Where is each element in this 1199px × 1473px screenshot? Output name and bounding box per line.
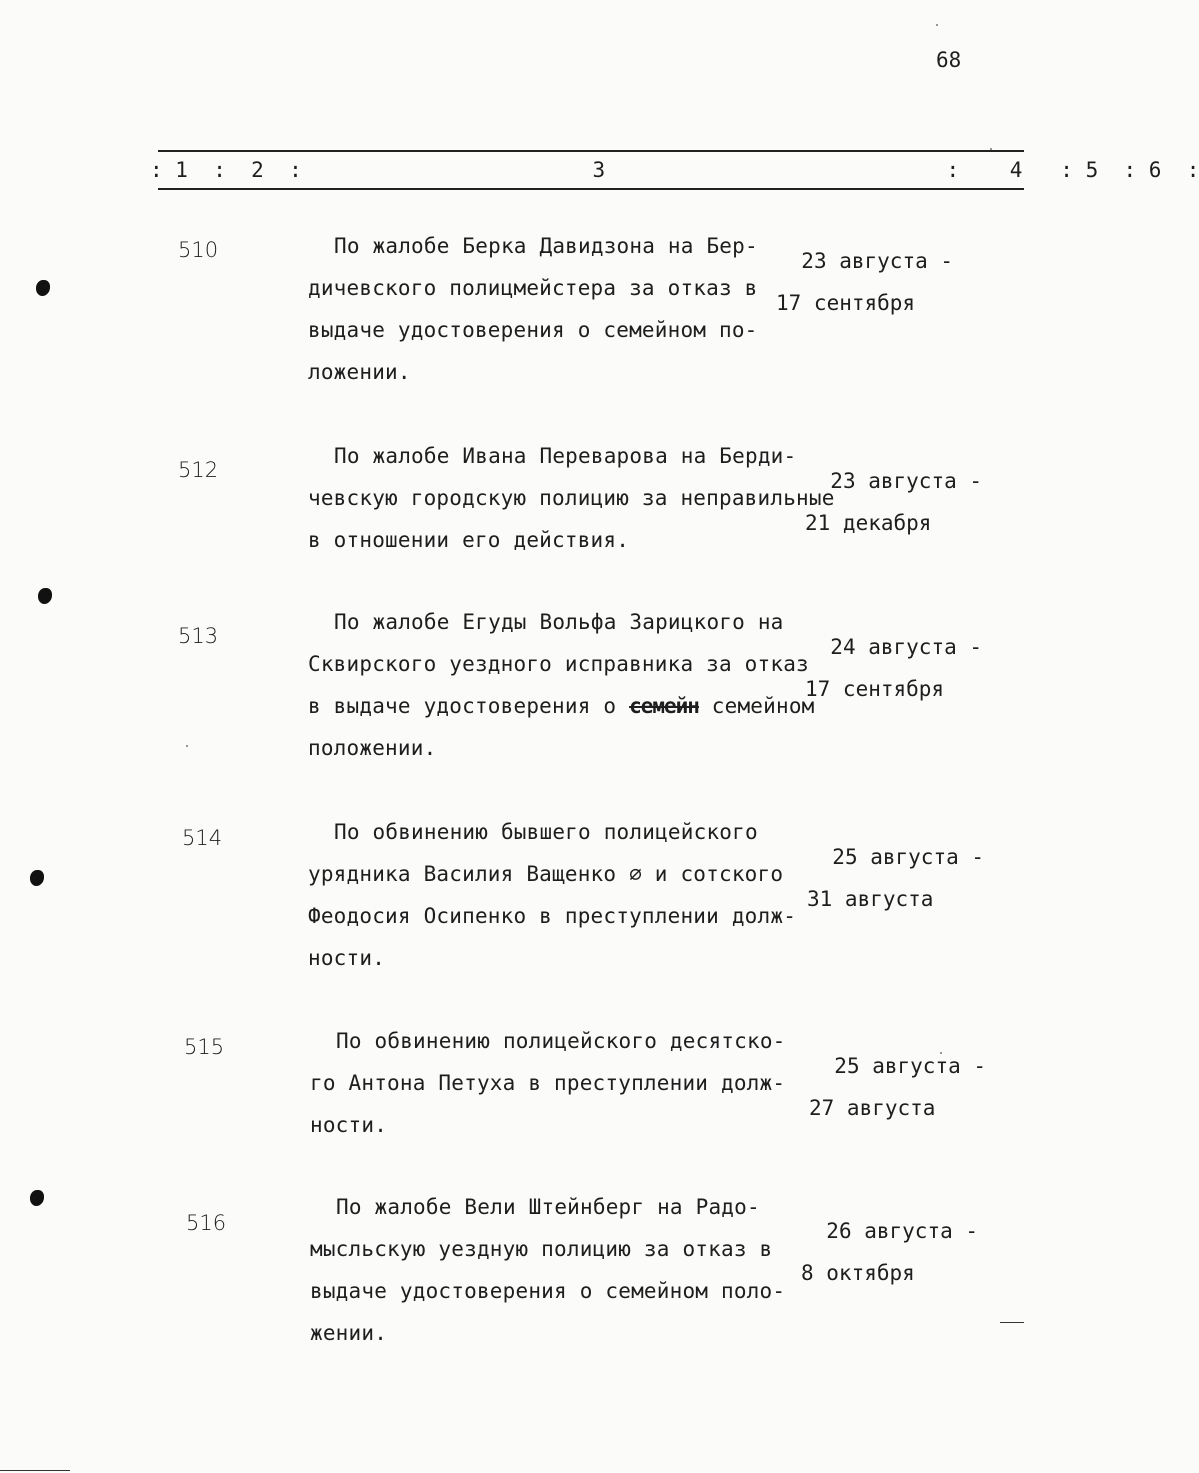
- description-line: По жалобе Вели Штейнберг на Радо-: [336, 1195, 760, 1219]
- record-description: [308, 811, 796, 979]
- date-start: 25 августа -: [832, 845, 985, 869]
- page-number: 68: [936, 48, 962, 72]
- description-line: жении.: [310, 1321, 388, 1345]
- description-line: чевскую городскую полицию за неправильные: [308, 486, 835, 510]
- date-start: 23 августа -: [801, 249, 954, 273]
- record-number: 515: [184, 1035, 225, 1059]
- date-start: 25 августа -: [834, 1054, 987, 1078]
- punch-hole-mark: [30, 870, 44, 886]
- struck-out-word: семейн: [629, 694, 699, 718]
- record-number: 510: [178, 238, 219, 262]
- description-line: [308, 685, 815, 727]
- date-start: 26 августа -: [826, 1219, 979, 1243]
- description-line: мысльскую уездную полицию за отказ в: [310, 1237, 773, 1261]
- description-line: ложении.: [308, 360, 411, 384]
- record-dates: [805, 450, 982, 555]
- record-dates: [807, 826, 984, 931]
- description-line: го Антона Петуха в преступлении долж-: [310, 1071, 786, 1095]
- description-line: выдаче удостоверения о семейном поло-: [310, 1279, 786, 1303]
- date-end: 17 сентября: [776, 291, 916, 315]
- punch-hole-mark: [36, 280, 50, 296]
- record-number: 512: [178, 458, 219, 482]
- scan-edge-mark: [0, 1470, 70, 1471]
- description-text: в выдаче удостоверения о: [308, 694, 630, 718]
- date-start: 24 августа -: [830, 635, 983, 659]
- date-start: 23 августа -: [830, 469, 983, 493]
- scan-speck: [936, 24, 938, 26]
- scan-speck: [186, 745, 188, 747]
- record-dates: [801, 1200, 978, 1305]
- record-dates: [809, 1035, 986, 1140]
- description-line: По жалобе Ивана Переварова на Берди-: [334, 444, 797, 468]
- scan-edge-mark: [1000, 1322, 1024, 1323]
- record-description: [308, 601, 815, 769]
- description-line: ности.: [308, 946, 386, 970]
- punch-hole-mark: [38, 588, 52, 604]
- description-line: урядника Василия Ващенко ∅ и сотского: [308, 862, 784, 886]
- record-number: 514: [182, 826, 223, 850]
- description-line: ности.: [310, 1113, 388, 1137]
- scan-speck: [940, 1052, 942, 1054]
- description-text: семейном: [698, 694, 815, 718]
- description-line: положении.: [308, 736, 437, 760]
- description-line: выдаче удостоверения о семейном по-: [308, 318, 758, 342]
- header-top-rule: [158, 150, 1024, 152]
- record-description: [308, 435, 835, 561]
- record-dates: [776, 230, 953, 335]
- header-bottom-rule: [158, 188, 1024, 190]
- description-line: По жалобе Егуды Вольфа Зарицкого на: [334, 610, 784, 634]
- date-end: 27 августа: [809, 1096, 936, 1120]
- date-end: 8 октября: [801, 1261, 915, 1285]
- date-end: 21 декабря: [805, 511, 932, 535]
- record-description: [308, 225, 758, 393]
- record-description: [310, 1186, 785, 1354]
- record-number: 513: [178, 624, 219, 648]
- date-end: 17 сентября: [805, 677, 945, 701]
- description-line: дичевского полицмейстера за отказ в: [308, 276, 758, 300]
- description-line: Сквирского уездного исправника за отказ: [308, 652, 809, 676]
- record-description: [310, 1020, 786, 1146]
- description-line: Феодосия Осипенко в преступлении долж-: [308, 904, 797, 928]
- description-line: По обвинению полицейского десятско-: [336, 1029, 786, 1053]
- date-end: 31 августа: [807, 887, 934, 911]
- scan-speck: [990, 148, 992, 150]
- description-line: По жалобе Берка Давидзона на Бер-: [334, 234, 758, 258]
- description-line: По обвинению бывшего полицейского: [334, 820, 758, 844]
- description-line: в отношении его действия.: [308, 528, 630, 552]
- record-number: 516: [186, 1211, 227, 1235]
- record-dates: [805, 616, 982, 721]
- column-headers: : 1 : 2 : 3 : 4 : 5 : 6 :: [150, 158, 1199, 182]
- punch-hole-mark: [30, 1190, 44, 1206]
